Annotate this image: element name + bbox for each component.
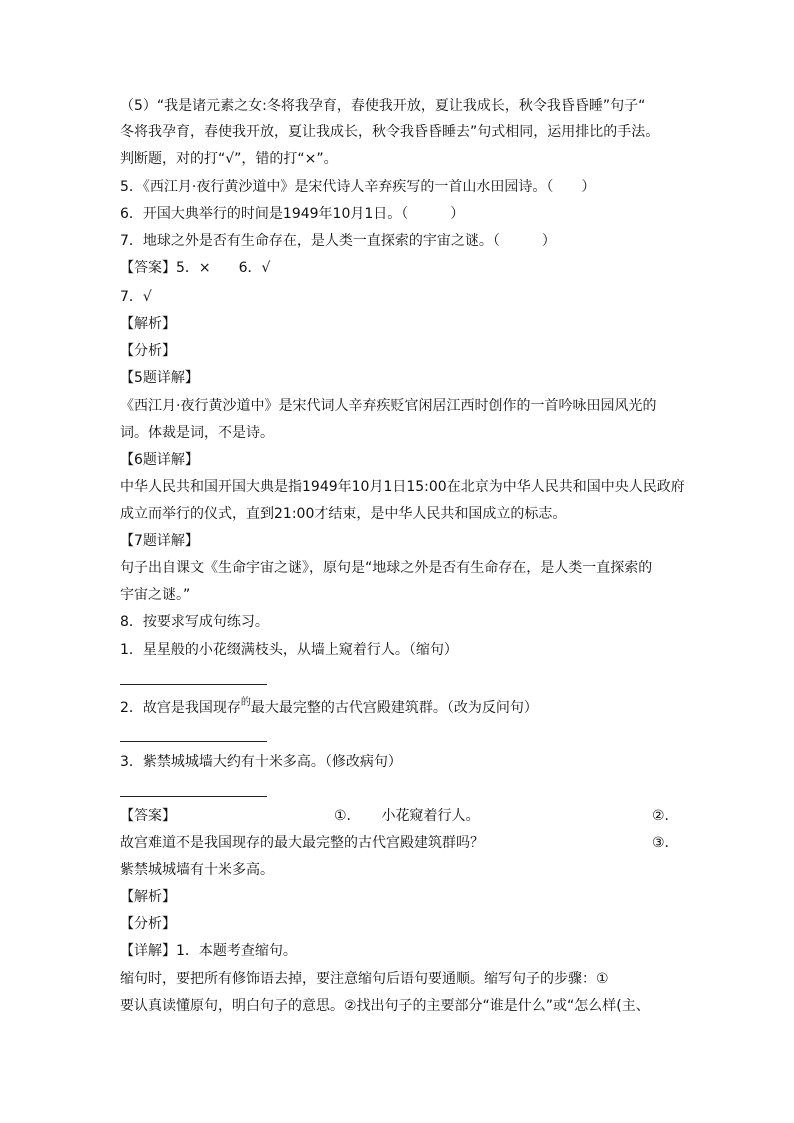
question-6: 6．开国大典举行的时间是1949年10月1日。（ ） — [120, 206, 465, 222]
sub-question-2 — [120, 698, 538, 720]
answer-2-marker: ②． — [652, 808, 679, 824]
section-heading: 【解析】 — [120, 316, 176, 332]
section-heading: 【6题详解】 — [120, 452, 199, 468]
text-line: 词。体裁是词，不是诗。 — [120, 425, 274, 441]
answer-blank-line — [120, 684, 267, 685]
answer-2: 故宫难道不是我国现存的最大最完整的古代宫殿建筑群吗？ — [120, 835, 484, 851]
answer-line: 7．√ — [120, 289, 152, 305]
question-8: 8．按要求写成句练习。 — [120, 614, 269, 630]
superscript-char: 的 — [240, 697, 251, 708]
text-line: 冬将我孕育，春使我开放，夏让我成长，秋令我昏昏睡去”句式相同，运用排比的手法。 — [120, 124, 660, 140]
text-line: （5）“我是诸元素之女:冬将我孕育，春使我开放，夏让我成长，秋令我昏昏睡”句子“ — [120, 98, 646, 114]
question-7: 7．地球之外是否有生命存在，是人类一直探索的宇宙之谜。（ ） — [120, 233, 556, 249]
text-line: 判断题，对的打“√”，错的打“×”。 — [120, 151, 338, 167]
sub-question-3: 3．紫禁城城墙大约有十米多高。（修改病句） — [120, 754, 402, 770]
text-line: 缩句时，要把所有修饰语去掉，要注意缩句后语句要通顺。缩写句子的步骤：① — [120, 971, 609, 987]
section-heading: 【详解】1．本题考查缩句。 — [120, 943, 297, 959]
answer-blank-line — [120, 741, 267, 742]
text-line: 成立而举行的仪式，直到21:00才结束，是中华人民共和国成立的标志。 — [120, 506, 567, 522]
section-heading: 【7题详解】 — [120, 533, 199, 549]
section-heading: 【解析】 — [120, 889, 176, 905]
text-line: 《西江月·夜行黄沙道中》是宋代词人辛弃疾贬官闲居江西时创作的一首吟咏田园风光的 — [120, 398, 657, 414]
text-line: 要认真读懂原句，明白句子的意思。②找出句子的主要部分“谁是什么”或“怎么样(主、 — [120, 998, 650, 1014]
sub-question-text: 2．故宫是我国现存 — [120, 700, 241, 716]
answer-3: 紫禁城城墙有十米多高。 — [120, 862, 274, 878]
answer-3-marker: ③． — [652, 835, 679, 851]
text-line: 句子出自课文《生命宇宙之谜》，原句是“地球之外是否有生命存在，是人类一直探索的 — [120, 560, 653, 576]
section-heading: 【5题详解】 — [120, 370, 199, 386]
answer-blank-line — [120, 796, 267, 797]
text-line: 宇宙之谜。” — [120, 587, 191, 603]
text-line: 中华人民共和国开国大典是指1949年10月1日15:00在北京为中华人民共和国中央人民政府 — [120, 479, 685, 495]
sub-question-text: 最大最完整的古代宫殿建筑群。（改为反问句） — [250, 700, 538, 716]
question-5: 5．《西江月·夜行黄沙道中》是宋代诗人辛弃疾写的一首山水田园诗。（ ） — [120, 179, 596, 195]
section-heading: 【分析】 — [120, 916, 176, 932]
section-heading: 【分析】 — [120, 343, 176, 359]
sub-question-1: 1．星星般的小花缀满枝头，从墙上窥着行人。（缩句） — [120, 642, 458, 658]
answer-label: 【答案】 — [120, 808, 176, 824]
answer-line: 【答案】5．× 6．√ — [120, 260, 271, 276]
answer-1: ①． 小花窥着行人。 — [334, 808, 480, 824]
